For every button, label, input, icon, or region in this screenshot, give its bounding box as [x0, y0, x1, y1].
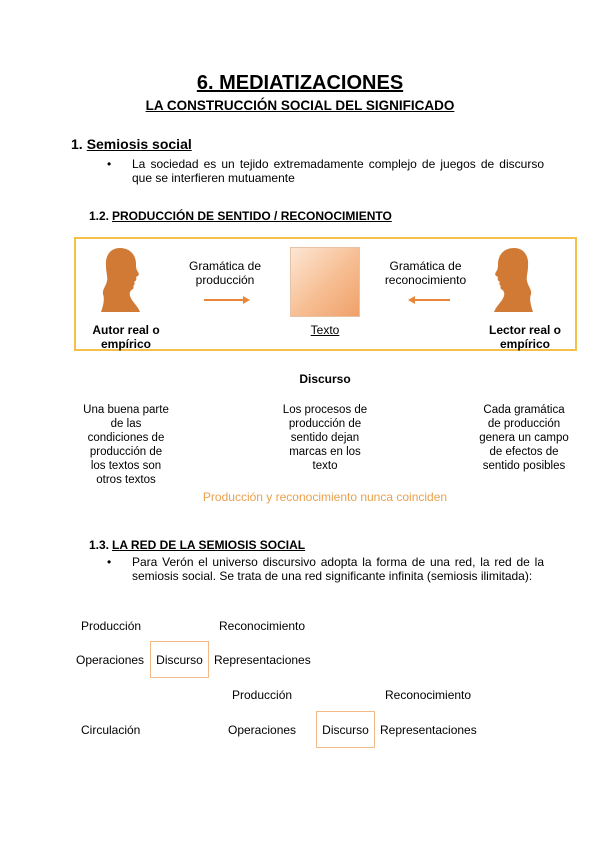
section-1-3-title: LA RED DE LA SEMIOSIS SOCIAL — [112, 538, 306, 552]
network-row2-discourse: Discurso — [156, 652, 203, 667]
section-1-title: Semiosis social — [86, 136, 192, 152]
network-row3-recognition: Reconocimiento — [385, 688, 472, 702]
arrow-right-icon — [204, 299, 244, 301]
author-head-icon — [100, 246, 146, 314]
column-left: Una buena parte de las condiciones de producción de los textos son otros textos — [83, 404, 169, 486]
reader-label: Lector real o empírico — [488, 323, 562, 351]
network-row1-recognition: Reconocimiento — [219, 619, 306, 633]
page-subtitle: LA CONSTRUCCIÓN SOCIAL DEL SIGNIFICADO — [145, 98, 455, 113]
recognition-grammar-label: Gramática de reconocimiento — [384, 259, 467, 287]
section-1-heading — [71, 136, 192, 152]
author-label: Autor real o empírico — [92, 323, 160, 351]
section-1-bullet-text: La sociedad es un tejido extremadamente complejo de juegos de discurso que se interfieren mutuamente — [132, 157, 544, 185]
text-box — [290, 247, 360, 317]
section-1-number: 1. — [71, 136, 83, 152]
section-1-3-heading — [89, 538, 305, 552]
production-note: Producción y reconocimiento nunca coinciden — [202, 490, 448, 504]
reader-head-icon — [488, 246, 534, 314]
column-right: Cada gramática de producción genera un campo de efectos de sentido posibles — [479, 404, 569, 472]
bullet-icon: • — [107, 157, 112, 171]
network-row4-representations: Representaciones — [380, 723, 477, 737]
network-row4-discourse-box — [316, 711, 375, 748]
network-row2-representations: Representaciones — [214, 653, 311, 667]
network-row2-discourse-box — [150, 641, 209, 678]
production-grammar-label: Gramática de producción — [188, 259, 262, 287]
page-title: 6. MEDIATIZACIONES — [196, 72, 404, 94]
section-1-bullet — [107, 157, 547, 187]
network-row3-production: Producción — [232, 688, 293, 702]
section-1-2-heading — [89, 209, 392, 223]
section-1-3-bullet-text: Para Verón el universo discursivo adopta la forma de una red, la red de la semiosis social. Se trata de una red significante infinita (semiosis ilimitada): — [132, 555, 544, 583]
network-row2-operations: Operaciones — [76, 653, 145, 667]
network-row4-operations: Operaciones — [228, 723, 297, 737]
bullet-icon: • — [107, 555, 112, 569]
column-center: Los procesos de producción de sentido dejan marcas en los texto — [282, 404, 368, 472]
section-1-2-title: PRODUCCIÓN DE SENTIDO / RECONOCIMIENTO — [112, 209, 392, 223]
section-1-3-number: 1.3. — [89, 538, 110, 552]
section-1-3-bullet — [107, 555, 547, 585]
arrow-left-icon — [414, 299, 450, 301]
network-row4-circulation: Circulación — [81, 723, 141, 737]
network-row4-discourse: Discurso — [322, 722, 369, 737]
section-1-2-number: 1.2. — [89, 209, 110, 223]
text-label: Texto — [310, 323, 340, 337]
network-row1-production: Producción — [81, 619, 142, 633]
discurso-heading: Discurso — [299, 372, 351, 386]
